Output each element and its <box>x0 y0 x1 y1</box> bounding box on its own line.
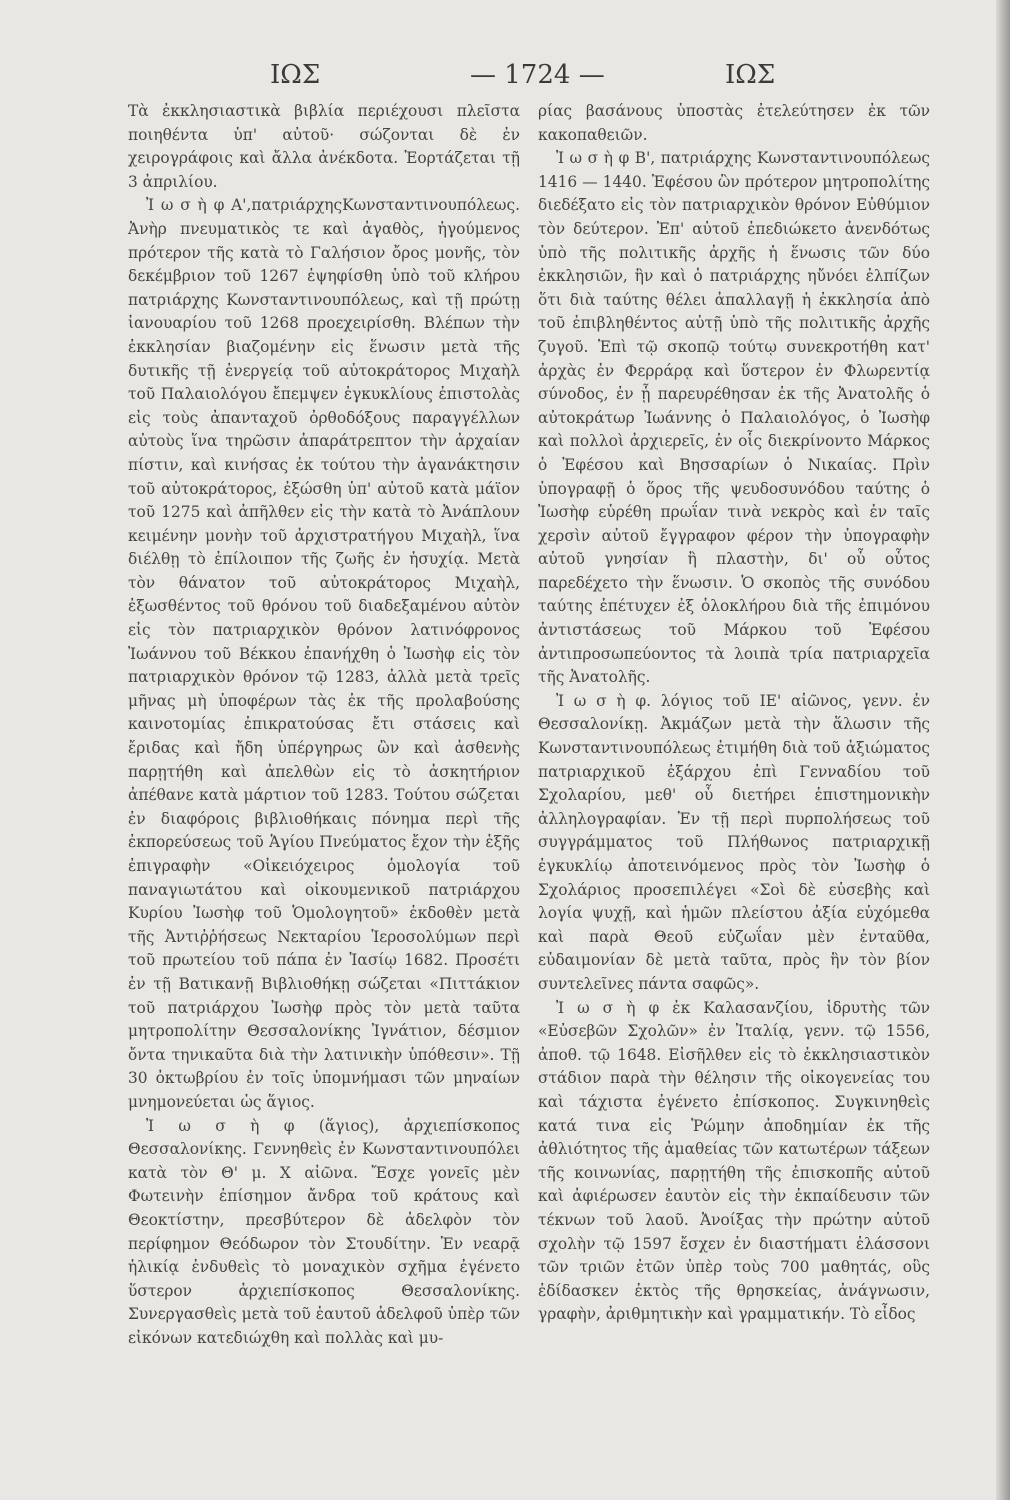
entry-joseph-saint: Ἰ ω σ ὴ φ (ἅγιος), ἀρχιεπίσκοπος Θεσσαλονίκης. Γεννηθεὶς ἐν Κωνσταντινουπόλει κατὰ τὸν Θ' μ. Χ αἰῶνα. Ἔσχε γονεῖς μὲν Φωτεινὴν ἐπίσημον ἄνδρα τοῦ κράτους καὶ Θεοκτίστην, πρεσβύτερον δὲ ἀδελφὸν τὸν περίφημον Θεόδωρον τὸν Στουδίτην. Ἐν νεαρᾷ ἡλικίᾳ ἐνδυθεὶς τὸ μοναχικὸν σχῆμα ἐγένετο ὕστερον ἀρχιεπίσκοπος Θεσσαλονίκης. Συνεργασθεὶς μετὰ τοῦ ἑαυτοῦ ἀδελφοῦ ὑπὲρ τῶν εἰκόνων κατεδιώχθη καὶ πολλὰς καὶ μυ- <box>128 1116 520 1347</box>
entry-joseph-scholar: Ἰ ω σ ὴ φ. λόγιος τοῦ ΙΕ' αἰῶνος, γενν. ἐν Θεσσαλονίκῃ. Ἀκμάζων μετὰ τὴν ἅλωσιν τῆς Κωνσταντινουπόλεως ἐτιμήθη διὰ τοῦ ἀξιώματος πατριαρχικοῦ ἐξάρχου ἐπὶ Γενναδίου τοῦ Σχολαρίου, μεθ' οὗ διετήρει ἐπιστημονικὴν ἀλληλογραφίαν. Ἐν τῇ περὶ πυρπολήσεως τοῦ συγγράμματος τοῦ Πλήθωνος πατριαρχικῇ ἐγκυκλίῳ ἀποτεινόμενος πρὸς τὸν Ἰωσὴφ ὁ Σχολάριος προσεπιλέγει «Σοὶ δὲ εὐσεβὴς καὶ λογία ψυχῇ, καὶ ἡμῶν πλείστου ἀξία εὐχόμεθα καὶ παρὰ Θεοῦ εὐζωΐαν μὲν ἐνταῦθα, εὐδαιμονίαν δὲ μετὰ ταῦτα, πρὸς ἣν τὸν βίον συντελεῖνες πάντα σαφῶς». <box>538 691 930 993</box>
entry-joseph-calasanz: Ἰ ω σ ὴ φ ἐκ Καλασανζίου, ἱδρυτὴς τῶν «Εὐσεβῶν Σχολῶν» ἐν Ἰταλίᾳ, γενν. τῷ 1556, ἀποθ. τῷ 1648. Εἰσῆλθεν εἰς τὸ ἐκκλησιαστικὸν στάδιον παρὰ τὴν θέλησιν τῆς οἰκογενείας του καὶ τάχιστα ἐγένετο ἐπίσκοπος. Συγκινηθεὶς κατά τινα εἰς Ῥώμην ἀποδημίαν ἐκ τῆς ἀθλιότητος τῆς ἀμαθείας τῶν κατωτέρων τάξεων τῆς κοινωνίας, παρῃτήθη τῆς ἐπισκοπῆς αὐτοῦ καὶ ἀφιέρωσεν ἑαυτὸν εἰς τὴν ἐκπαίδευσιν τῶν τέκνων τοῦ λαοῦ. Ἀνοίξας τὴν πρώτην αὐτοῦ σχολὴν τῷ 1597 ἔσχεν ἐν διαστήματι ἐλάσσονι τῶν τριῶν ἐτῶν ὑπὲρ τοὺς 700 μαθητάς, οὓς ἐδίδασκεν ἐκτὸς τῆς θρησκείας, ἀνάγνωσιν, γραφὴν, ἀριθμητικὴν καὶ γραμματικήν. Τὸ εἶδος <box>538 998 930 1324</box>
left-column <box>128 100 520 1350</box>
page-binding-edge <box>996 0 1010 1500</box>
entry-paragraph-continued: ρίας βασάνους ὑποστὰς ἐτελεύτησεν ἐκ τῶν κακοπαθειῶν. <box>538 102 930 144</box>
entry-joseph-i: Ἰ ω σ ὴ φ Α',πατριάρχηςΚωνσταντινουπόλεως. Ἀνὴρ πνευματικὸς τε καὶ ἀγαθὸς, ἡγούμενος πρότερον τῆς κατὰ τὸ Γαλήσιον ὄρος μονῆς, τὸν δεκέμβριον τοῦ 1267 ἐψηφίσθη ὑπὸ τοῦ κλήρου πατριάρχης Κωνσταντινουπόλεως, καὶ τῇ πρώτῃ ἰανουαρίου τοῦ 1268 προεχειρίσθη. Βλέπων τὴν ἐκκλησίαν βιαζομένην εἰς ἕνωσιν μετὰ τῆς δυτικῆς τῇ ἐνεργείᾳ τοῦ αὐτοκράτορος Μιχαὴλ τοῦ Παλαιολόγου ἔπεμψεν ἐγκυκλίους ἐπιστολὰς εἰς τοὺς ἀπανταχοῦ ὀρθοδόξους παραγγέλλων αὐτοὺς ἵνα τηρῶσιν ἀπαράτρεπτον τὴν ἀρχαίαν πίστιν, καὶ κινήσας ἐκ τούτου τὴν ἀγανάκτησιν τοῦ αὐτοκράτορος, ἐξώσθη ὑπ' αὐτοῦ κατὰ μάϊον τοῦ 1275 καὶ ἀπῆλθεν εἰς τὴν κατὰ τὸ Ἀνάπλουν κειμένην μονὴν τοῦ ἀρχιστρατήγου Μιχαὴλ, ἵνα διέλθῃ τὸ ἐπίλοιπον τῆς ζωῆς ἐν ἡσυχίᾳ. Μετὰ τὸν θάνατον τοῦ αὐτοκράτορος Μιχαὴλ, ἐξωσθέντος τοῦ θρόνου τοῦ διαδεξαμένου αὐτὸν εἰς τὸν πατριαρχικὸν θρόνον λατινόφρονος Ἰωάννου τοῦ Βέκκου ἐπανήχθη ὁ Ἰωσὴφ εἰς τὸν πατριαρχικὸν θρόνον τῷ 1283, ἀλλὰ μετὰ τρεῖς μῆνας μὴ ὑποφέρων τὰς ἐκ τῆς προλαβούσης καινοτομίας ἐπικρατούσας ἔτι στάσεις καὶ ἔριδας καὶ ἤδη ὑπέργηρως ὢν καὶ ἀσθενὴς παρῃτήθη καὶ ἀπελθὼν εἰς τὸ ἀσκητήριον ἀπέθανε κατὰ μάρτιον τοῦ 1283. Τούτου σώζεται ἐν διαφόροις βιβλιοθήκαις πόνημα περὶ τῆς ἐκπορεύσεως τοῦ Ἁγίου Πνεύματος ἔχον τὴν ἑξῆς ἐπιγραφὴν «Οἰκειόχειρος ὁμολογία τοῦ παναγιωτάτου καὶ οἰκουμενικοῦ πατριάρχου Κυρίου Ἰωσὴφ τοῦ Ὁμολογητοῦ» ἐκδοθὲν μετὰ τῆς Ἀντιῤῥήσεως Νεκταρίου Ἱεροσολύμων περὶ τοῦ πρωτείου τοῦ πάπα ἐν Ἰασίῳ 1682. Προσέτι ἐν τῇ Βατικανῇ Βιβλιοθήκῃ σώζεται «Πιττάκιον τοῦ πατριάρχου Ἰωσὴφ πρὸς τὸν μετὰ ταῦτα μητροπολίτην Θεσσαλονίκης Ἰγνάτιον, δέσμιον ὄντα τηνικαῦτα διὰ τὴν λατινικὴν ὑπόθεσιν». Τῇ 30 ὀκτωβρίου ἐν τοῖς ὑπομνήμασι τῶν μηναίων μνημονεύεται ὡς ἅγιος. <box>128 196 520 1111</box>
right-column <box>538 100 930 1327</box>
entry-paragraph: Τὰ ἐκκλησιαστικὰ βιβλία περιέχουσι πλεῖστα ποιηθέντα ὑπ' αὐτοῦ· σώζονται δὲ ἐν χειρογράφοις καὶ ἄλλα ἀνέκδοτα. Ἑορτάζεται τῇ 3 ἀπριλίου. <box>128 102 520 191</box>
entry-joseph-ii: Ἰ ω σ ὴ φ Β', πατριάρχης Κωνσταντινουπόλεως 1416 — 1440. Ἐφέσου ὢν πρότερον μητροπολίτης διεδέξατο εἰς τὸν πατριαρχικὸν θρόνον Εὐθύμιον τὸν δεύτερον. Ἐπ' αὐτοῦ ἐπεδιώκετο ἀνενδότως ὑπὸ τῆς πολιτικῆς ἀρχῆς ἡ ἕνωσις τῶν δύο ἐκκλησιῶν, ἣν καὶ ὁ πατριάρχης ηὔνόει ἐλπίζων ὅτι διὰ ταύτης θέλει ἀπαλλαγῇ ἡ ἐκκλησία ἀπὸ τοῦ ἐπιβληθέντος αὐτῇ ὑπὸ τῆς πολιτικῆς ἀρχῆς ζυγοῦ. Ἐπὶ τῷ σκοπῷ τούτῳ συνεκροτήθη κατ' ἀρχὰς ἐν Φερράρᾳ καὶ ὕστερον ἐν Φλωρεντίᾳ σύνοδος, ἐν ᾗ παρευρέθησαν ἐκ τῆς Ἀνατολῆς ὁ αὐτοκράτωρ Ἰωάννης ὁ Παλαιολόγος, ὁ Ἰωσὴφ καὶ πολλοὶ ἀρχιερεῖς, ἐν οἷς διεκρίνοντο Μάρκος ὁ Ἐφέσου καὶ Βησσαρίων ὁ Νικαίας. Πρὶν ὑπογραφῇ ὁ ὅρος τῆς ψευδοσυνόδου ταύτης ὁ Ἰωσὴφ εὑρέθη πρωΐαν τινὰ νεκρὸς καὶ ἐν ταῖς χερσὶν αὐτοῦ ἔγγραφον φέρον τὴν ὑπογραφὴν αὐτοῦ γνησίαν ἢ πλαστὴν, δι' οὗ οὗτος παρεδέχετο τὴν ἕνωσιν. Ὁ σκοπὸς τῆς συνόδου ταύτης ἐπέτυχεν ἐξ ὁλοκλήρου διὰ τῆς ἐπιμόνου ἀντιστάσεως τοῦ Μάρκου τοῦ Ἐφέσου ἀντιπροσωπεύοντος τὰ λοιπὰ τρία πατριαρχεῖα τῆς Ἀνατολῆς. <box>538 149 930 687</box>
page-header <box>120 60 940 96</box>
page-number: — 1724 — <box>470 60 605 90</box>
running-head-right: ΙΩΣ <box>725 60 776 90</box>
running-head-left: ΙΩΣ <box>270 60 321 90</box>
